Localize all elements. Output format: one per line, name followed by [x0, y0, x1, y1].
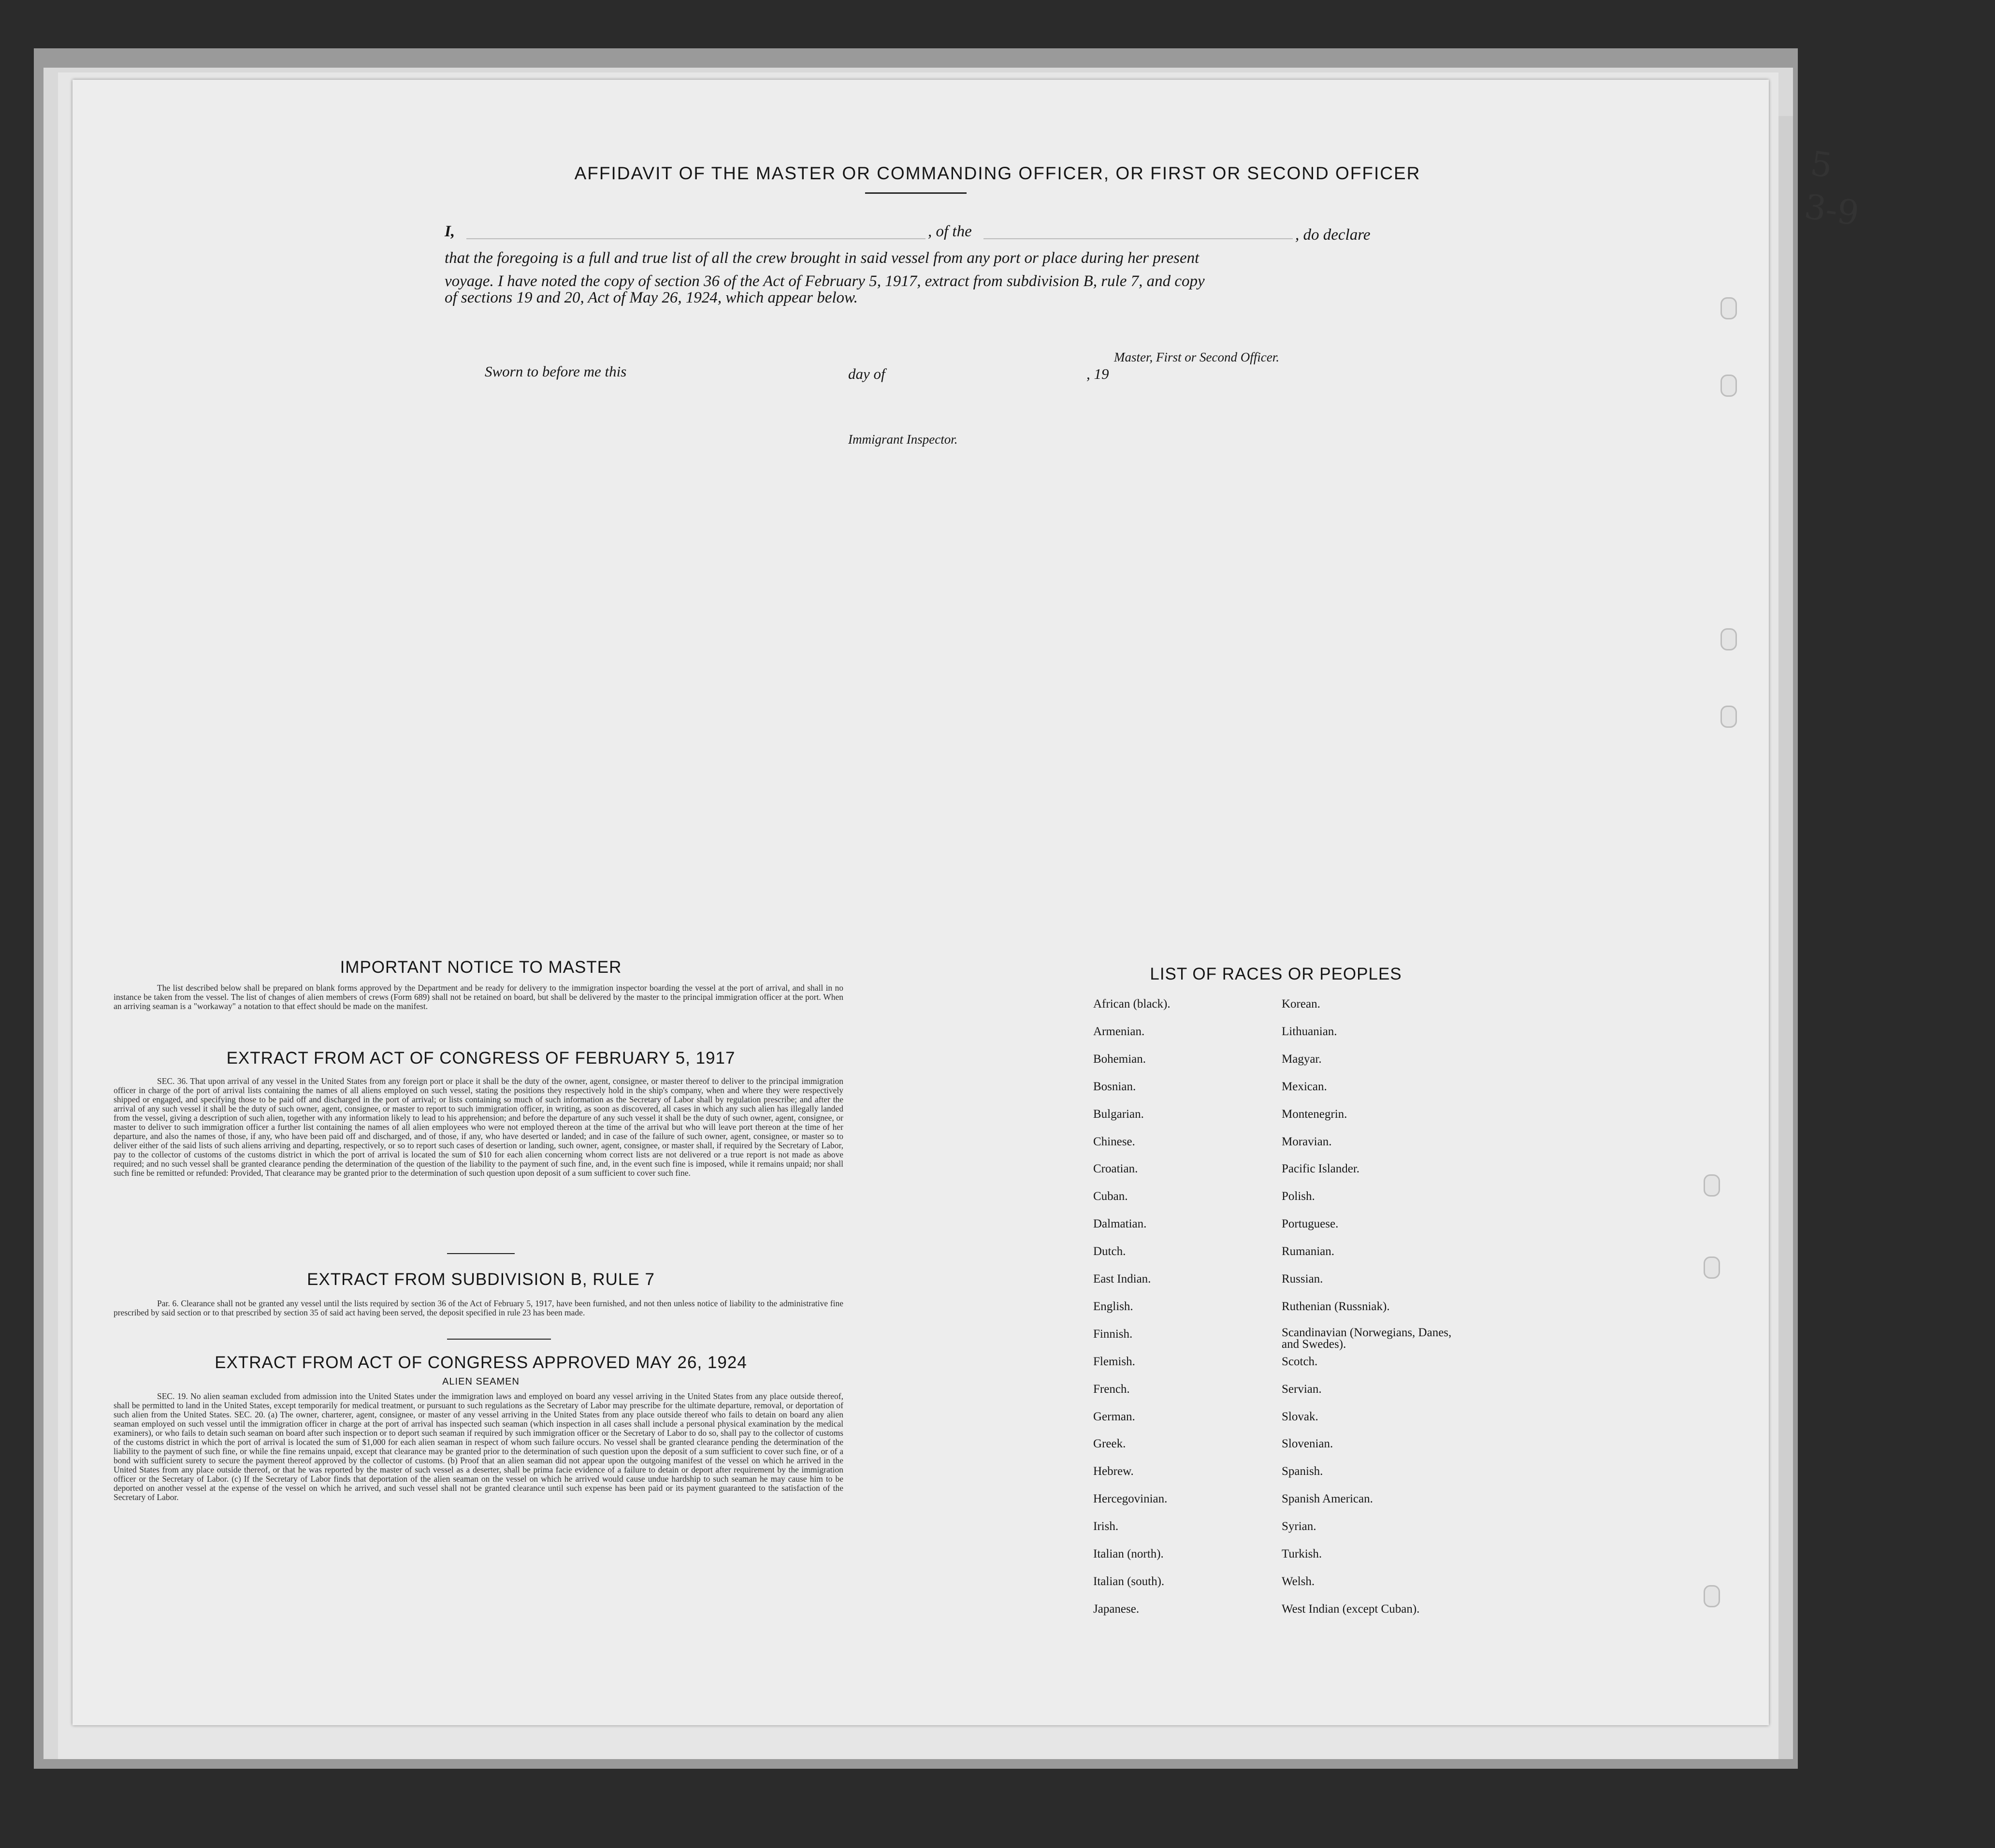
race-item: East Indian. — [1093, 1272, 1151, 1285]
vessel-blank — [983, 238, 1293, 239]
race-item: Irish. — [1093, 1520, 1119, 1533]
race-item: Polish. — [1282, 1190, 1315, 1203]
declaration-i: I, — [445, 223, 455, 240]
extract-1924-subtitle: ALIEN SEAMEN — [442, 1376, 520, 1387]
race-item: Magyar. — [1282, 1053, 1322, 1066]
race-item: Syrian. — [1282, 1520, 1316, 1533]
race-item: English. — [1093, 1300, 1133, 1313]
race-item: Bohemian. — [1093, 1053, 1146, 1066]
races-title: LIST OF RACES OR PEOPLES — [1150, 965, 1402, 983]
race-item: Armenian. — [1093, 1025, 1145, 1038]
notice-title: IMPORTANT NOTICE TO MASTER — [340, 958, 622, 977]
divider — [447, 1339, 551, 1340]
inspector-label: Immigrant Inspector. — [848, 432, 958, 447]
race-item: Montenegrin. — [1282, 1108, 1347, 1121]
race-item: Hebrew. — [1093, 1465, 1134, 1478]
race-item: Scandinavian (Norwegians, Danes, and Swedes). — [1282, 1326, 1452, 1351]
race-item: Japanese. — [1093, 1603, 1140, 1616]
divider — [447, 1253, 515, 1254]
declaration-line: that the foregoing is a full and true list of all the crew brought in said vessel from any port or place during her present — [445, 249, 1200, 267]
race-item: Dalmatian. — [1093, 1217, 1147, 1230]
race-item: Korean. — [1282, 997, 1320, 1011]
officer-signature-label: Master, First or Second Officer. — [1114, 350, 1279, 364]
race-item: Bosnian. — [1093, 1080, 1136, 1093]
race-item: Hercegovinian. — [1093, 1492, 1168, 1505]
race-item: Ruthenian (Russniak). — [1282, 1300, 1390, 1313]
binder-hole — [1720, 628, 1737, 650]
extract-1917-body: SEC. 36. That upon arrival of any vessel in the United States from any foreign port or place it shall be the duty of the owner, agent, consignee, or master thereof to deliver to the principal immigration officer in charge of the port of arrival lists containing the names of all aliens employed on such vessel, stating the positions they respectively hold in the ship's company, when and where they were respectively shipped or engaged, and specifying those to be paid off and discharged in the port of arrival; or lists containing so much of such information as the Secretary of Labor shall by regulation prescribe; and after the arrival of any such vessel it shall be the duty of such owner, agent, consignee, or master to report to such immigration officer, in writing, as soon as discovered, all cases in which any such alien has illegally landed from the vessel, giving a description of such alien, together with any information likely to lead to his apprehension; and before the departure of any such vessel it shall be the duty of such owner, agent, consignee, or master to deliver to such immigration officer a further list containing the names of all alien employees who were not employed thereon at the time of the arrival but who will leave port thereon at the time of her departure, and also the names of those, if any, who have been paid off and discharged, and of those, if any, who have deserted or landed; and in case of the failure of such owner, agent, consignee, or master so to deliver either of the said lists of such aliens arriving and departing, respectively, or so to report such cases of desertion or landing, such owner, agent, consignee, or master shall, if required by the Secretary of Labor, pay to the collector of customs of the customs district in which the port of arrival is located the sum of $10 for each alien concerning whom correct lists are not delivered or a true report is not made as above required; and no such vessel shall be granted clearance pending the determination of the question of the liability to the payment of such fine, and, in the event such fine is imposed, while it remains unpaid; nor shall such fine be remitted or refunded: Provided, That clearance may be granted prior to the determination of such question upon deposit of a sum sufficient to cover such fine. — [114, 1076, 843, 1178]
race-item: Lithuanian. — [1282, 1025, 1337, 1038]
race-item: German. — [1093, 1410, 1135, 1423]
binder-hole — [1720, 706, 1737, 728]
race-item: Croatian. — [1093, 1162, 1138, 1175]
race-item: Italian (north). — [1093, 1547, 1164, 1560]
race-item: Chinese. — [1093, 1135, 1135, 1148]
page-edge — [1778, 116, 1793, 1759]
day-of-label: day of — [848, 365, 885, 382]
race-item: West Indian (except Cuban). — [1282, 1603, 1420, 1616]
race-item: Mexican. — [1282, 1080, 1327, 1093]
race-item: Italian (south). — [1093, 1575, 1165, 1588]
declaration-do-declare: , do declare — [1295, 226, 1371, 244]
race-item: African (black). — [1093, 997, 1171, 1011]
race-item: Welsh. — [1282, 1575, 1315, 1588]
binder-hole — [1704, 1256, 1720, 1279]
race-item: Pacific Islander. — [1282, 1162, 1360, 1175]
race-item: Russian. — [1282, 1272, 1323, 1285]
sworn-label: Sworn to before me this — [485, 363, 627, 380]
binder-hole — [1720, 375, 1737, 397]
race-item: Scotch. — [1282, 1355, 1318, 1368]
race-item: Slovak. — [1282, 1410, 1318, 1423]
extract-1917-title: EXTRACT FROM ACT OF CONGRESS OF FEBRUARY 5, 1917 — [226, 1049, 736, 1068]
handwritten-annotation: 5 3-9 — [1802, 143, 1862, 234]
year-label: , 19 — [1086, 365, 1109, 382]
binder-hole — [1704, 1174, 1720, 1197]
declaration-of-the: , of the — [928, 223, 972, 240]
race-item: Portuguese. — [1282, 1217, 1339, 1230]
divider — [865, 192, 967, 194]
race-item: Slovenian. — [1282, 1437, 1333, 1450]
extract-1924-body: SEC. 19. No alien seaman excluded from admission into the United States under the immigration laws and employed on board any vessel arriving in the United States from any place outside thereof, shall be permitted to land in the United States, except temporarily for medical treatment, or pursuant to such regulations as the Secretary of Labor may prescribe for the ultimate departure, removal, or deportation of such alien from the United States. SEC. 20. (a) The owner, charterer, agent, consignee, or master of any vessel arriving in the United States from any place outside thereof who fails to detain on board any alien seaman employed on such vessel until the immigration officer in charge at the port of arrival has inspected such seaman (which inspection in all cases shall include a personal physical examination by the medical examiners), or who fails to detain such seaman on board after such inspection or to deport such seaman if required by such immigration officer or the Secretary of Labor to do so, shall pay to the collector of customs of the customs district in which the port of arrival is located the sum of $1,000 for each alien seaman in respect of whom such failure occurs. No vessel shall be granted clearance pending the determination of the liability to the payment of such fine, or while the fine remains unpaid, except that clearance may be granted prior to the determination of such question upon the deposit of a sum sufficient to cover such fine, or of a bond with sufficient surety to secure the payment thereof approved by the collector of customs. (b) Proof that an alien seaman did not appear upon the outgoing manifest of the vessel on which he arrived in the United States from any place outside thereof, or that he was reported by the master of such vessel as a deserter, shall be prima facie evidence of a failure to detain or deport after requirement by the immigration officer or the Secretary of Labor. (c) If the Secretary of Labor finds that deportation of the alien seaman on the vessel on which he arrived would cause undue hardship to such seaman he may cause him to be deported on another vessel at the expense of the vessel on which he arrived, and such vessel shall not be granted clearance until such expense has been paid or its payment guaranteed to the satisfaction of the Secretary of Labor. — [114, 1391, 843, 1502]
race-item: Turkish. — [1282, 1547, 1322, 1560]
binder-hole — [1720, 297, 1737, 319]
race-item: Moravian. — [1282, 1135, 1332, 1148]
race-item: Spanish. — [1282, 1465, 1323, 1478]
extract-1924-title: EXTRACT FROM ACT OF CONGRESS APPROVED MAY 26, 1924 — [215, 1353, 747, 1372]
race-item: Dutch. — [1093, 1245, 1126, 1258]
extract-rule7-title: EXTRACT FROM SUBDIVISION B, RULE 7 — [307, 1270, 655, 1289]
race-item: Flemish. — [1093, 1355, 1135, 1368]
race-item: French. — [1093, 1383, 1130, 1396]
binder-hole — [1704, 1585, 1720, 1607]
declaration-line: voyage. I have noted the copy of section 36 of the Act of February 5, 1917, extract from subdivision B, rule 7, and copy — [445, 273, 1205, 290]
extract-rule7-body: Par. 6. Clearance shall not be granted any vessel until the lists required by section 36 of the Act of February 5, 1917, have been furnished, and not then unless notice of liability to the administrative fine prescribed by said section or to that prescribed by section 35 of said act having been served, the deposit specified in rule 23 has been made. — [114, 1299, 843, 1317]
name-blank — [466, 238, 925, 239]
race-item: Greek. — [1093, 1437, 1126, 1450]
race-item: Spanish American. — [1282, 1492, 1373, 1505]
race-item: Bulgarian. — [1093, 1108, 1144, 1121]
affidavit-title: AFFIDAVIT OF THE MASTER OR COMMANDING OFFICER, OR FIRST OR SECOND OFFICER — [574, 163, 1421, 183]
notice-body: The list described below shall be prepared on blank forms approved by the Department and be ready for delivery to the immigration inspector boarding the vessel at the port of arrival, and shall in no instance be taken from the vessel. The list of changes of alien members of crews (Form 689) shall not be retained on board, but shall be delivered by the master to the principal immigration officer at the port. When an arriving seaman is a "workaway" a notation to that effect should be made on the manifest. — [114, 983, 843, 1011]
race-item: Finnish. — [1093, 1328, 1133, 1341]
race-item: Cuban. — [1093, 1190, 1128, 1203]
declaration-line: of sections 19 and 20, Act of May 26, 1924, which appear below. — [445, 289, 858, 306]
race-item: Rumanian. — [1282, 1245, 1335, 1258]
race-item: Servian. — [1282, 1383, 1322, 1396]
